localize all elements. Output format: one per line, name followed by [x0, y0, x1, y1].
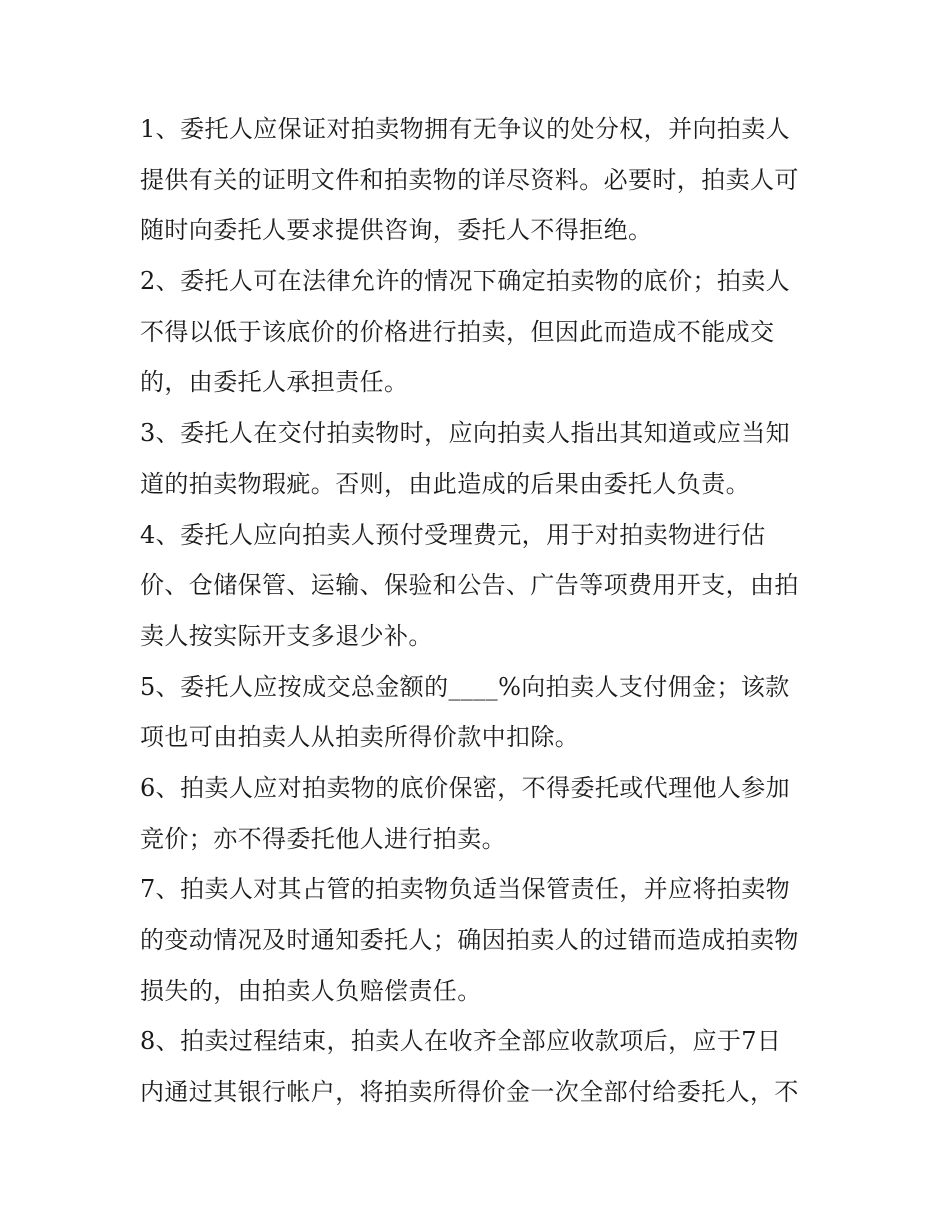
- text-line: 价、仓储保管、运输、保验和公告、广告等项费用开支，由拍: [140, 571, 799, 600]
- text-line: 1、委托人应保证对拍卖物拥有无争议的处分权，并向拍卖人: [140, 115, 791, 143]
- text-line: 6、拍卖人应对拍卖物的底价保密，不得委托或代理他人参加: [140, 773, 791, 802]
- text-line: 3、委托人在交付拍卖物时，应向拍卖人指出其知道或应当知: [140, 419, 791, 448]
- document-body: [140, 104, 820, 1118]
- text-line: 道的拍卖物瑕疵。否则，由此造成的后果由委托人负责。: [140, 469, 750, 498]
- text-line: 4、委托人应向拍卖人预付受理费元，用于对拍卖物进行估: [140, 520, 766, 549]
- text-line: 项也可由拍卖人从拍卖所得价款中扣除。: [140, 723, 580, 752]
- text-line: 的，由委托人承担责任。: [140, 368, 409, 397]
- text-line: 2、委托人可在法律允许的情况下确定拍卖物的底价；拍卖人: [140, 267, 791, 296]
- text-line: 卖人按实际开支多退少补。: [140, 621, 433, 650]
- text-line: 竞价；亦不得委托他人进行拍卖。: [140, 824, 506, 853]
- text-line: 内通过其银行帐户，将拍卖所得价金一次全部付给委托人，不: [140, 1078, 799, 1107]
- text-line: 7、拍卖人对其占管的拍卖物负适当保管责任，并应将拍卖物: [140, 875, 791, 904]
- text-line: 不得以低于该底价的价格进行拍卖，但因此而造成不能成交: [140, 317, 775, 346]
- text-line: 8、拍卖过程结束，拍卖人在收齐全部应收款项后，应于7日: [140, 1027, 782, 1056]
- text-line: 提供有关的证明文件和拍卖物的详尽资料。必要时，拍卖人可: [140, 165, 799, 194]
- text-line: 损失的，由拍卖人负赔偿责任。: [140, 976, 482, 1005]
- text-line: 的变动情况及时通知委托人；确因拍卖人的过错而造成拍卖物: [140, 926, 799, 954]
- text-line: 随时向委托人要求提供咨询，委托人不得拒绝。: [140, 216, 653, 245]
- text-line: 5、委托人应按成交总金额的____%向拍卖人支付佣金；该款: [140, 672, 790, 701]
